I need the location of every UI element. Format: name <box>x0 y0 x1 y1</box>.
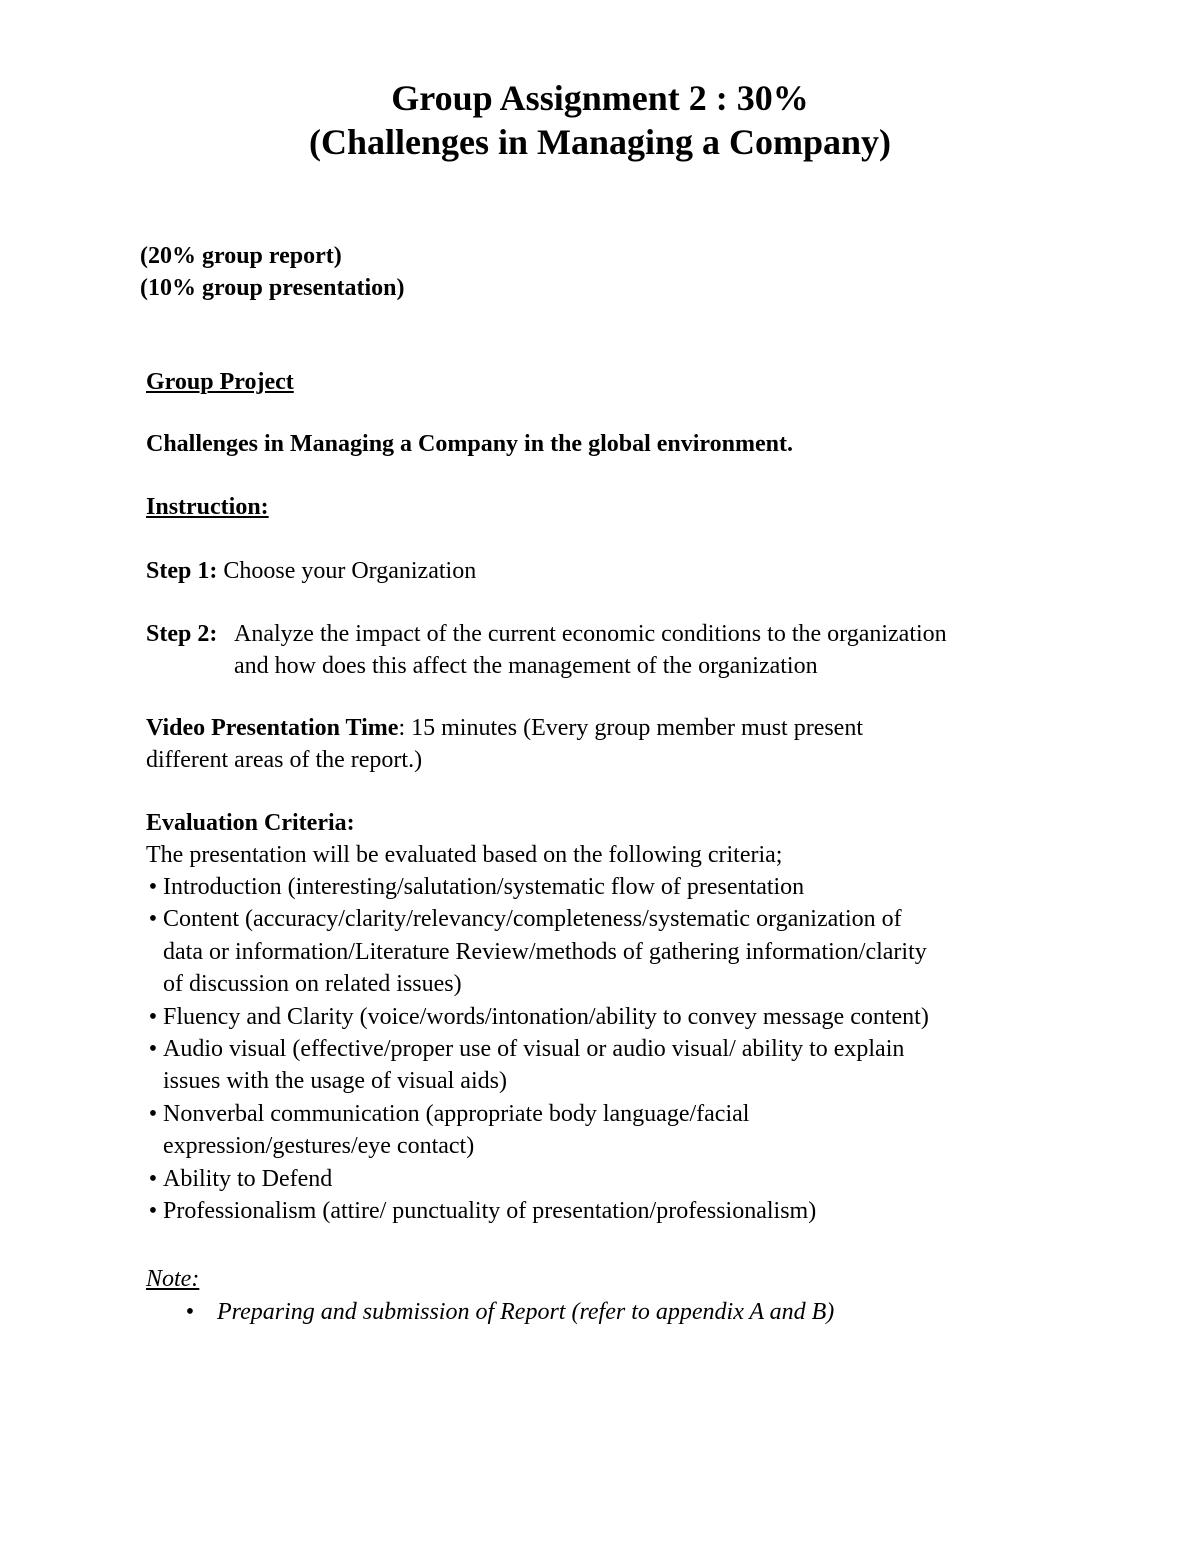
criteria-item-line: Content (accuracy/clarity/relevancy/completeness/systematic organization of <box>163 906 902 933</box>
step-1 <box>146 555 476 587</box>
video-presentation-line-2: different areas of the report.) <box>146 747 423 773</box>
instruction-heading: Instruction: <box>146 494 269 520</box>
bullet-icon: • <box>148 1100 158 1127</box>
bullet-icon: • <box>148 1198 158 1224</box>
step-2-line-2: and how does this affect the management of the organization <box>234 653 818 679</box>
video-presentation-text: : 15 minutes (Every group member must present <box>398 715 864 741</box>
group-project-heading: Group Project <box>146 369 294 395</box>
weight-report: (20% group report) <box>140 243 342 269</box>
criteria-item-line: of discussion on related issues) <box>163 971 462 998</box>
project-topic: Challenges in Managing a Company in the global environment. <box>146 431 793 457</box>
step-2-label: Step 2: <box>146 621 218 647</box>
criteria-item-line: Introduction (interesting/salutation/systematic flow of presentation <box>163 874 805 900</box>
title-line-1: Group Assignment 2 : 30% <box>391 78 809 118</box>
bullet-icon: • <box>148 1003 158 1030</box>
criteria-item-line: expression/gestures/eye contact) <box>163 1133 475 1160</box>
step-1-label: Step 1: <box>146 558 218 584</box>
title-line-2: (Challenges in Managing a Company) <box>308 122 892 162</box>
bullet-icon: • <box>148 874 158 900</box>
evaluation-heading: Evaluation Criteria: <box>146 810 355 836</box>
criteria-item-line: Professionalism (attire/ punctuality of presentation/professionalism) <box>163 1198 817 1224</box>
criteria-item-line: issues with the usage of visual aids) <box>163 1068 507 1095</box>
criteria-item-line: Nonverbal communication (appropriate body language/facial <box>163 1100 750 1127</box>
criteria-item-line: data or information/Literature Review/methods of gathering information/clarity <box>163 938 927 965</box>
bullet-icon: • <box>148 906 158 933</box>
criteria-item-line: Ability to Defend <box>163 1165 333 1192</box>
weight-presentation: (10% group presentation) <box>140 275 405 301</box>
evaluation-intro: The presentation will be evaluated based on the following criteria; <box>146 842 783 868</box>
note-item: Preparing and submission of Report (refer to appendix A and B) <box>217 1299 835 1325</box>
step-2-line-1: Analyze the impact of the current economic conditions to the organization <box>234 621 947 647</box>
criteria-item-line: Fluency and Clarity (voice/words/intonation/ability to convey message content) <box>163 1003 929 1030</box>
bullet-icon: • <box>148 1036 158 1062</box>
video-presentation-label: Video Presentation Time <box>146 715 399 741</box>
criteria-item-line: Audio visual (effective/proper use of visual or audio visual/ ability to explain <box>163 1036 905 1062</box>
step-1-text: Choose your Organization <box>223 558 477 584</box>
bullet-icon: • <box>148 1165 158 1192</box>
note-heading: Note: <box>146 1266 200 1292</box>
video-presentation-line-1 <box>146 712 863 744</box>
bullet-icon: • <box>185 1299 195 1325</box>
